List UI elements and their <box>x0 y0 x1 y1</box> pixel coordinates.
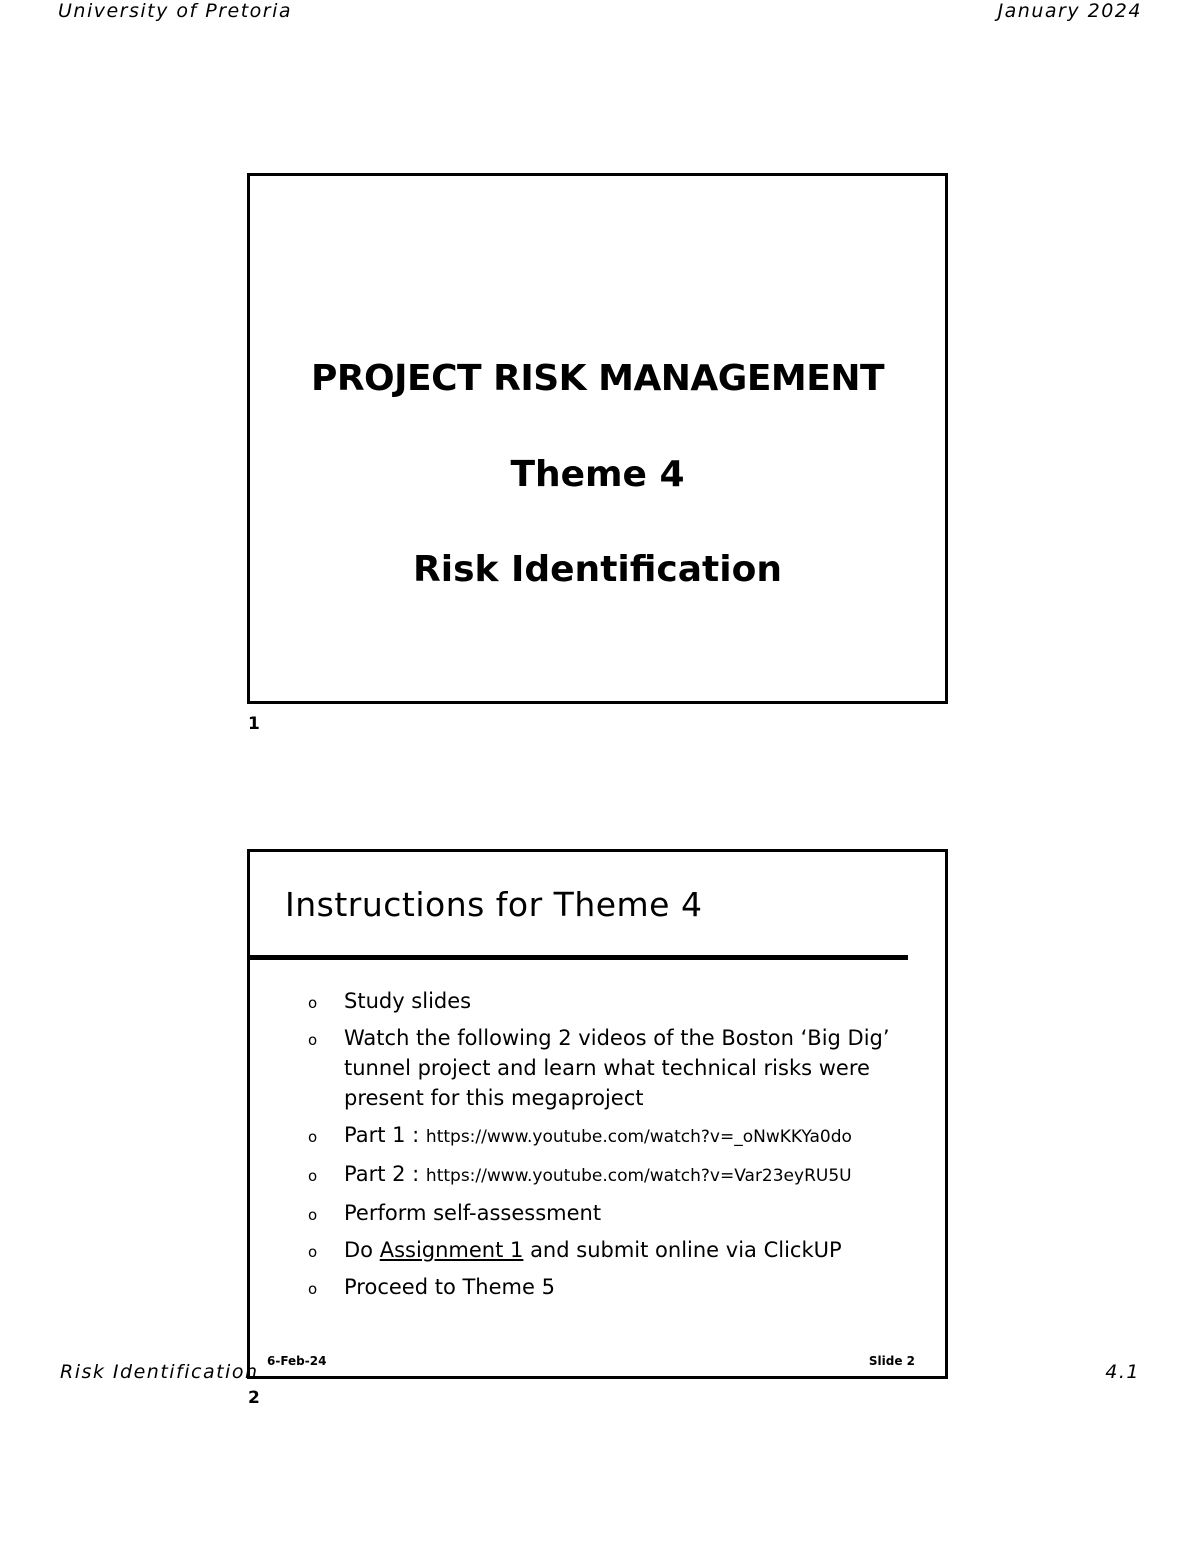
footer-topic: Risk Identification <box>60 1361 259 1383</box>
slide-2 <box>247 849 948 1379</box>
header-date: January 2024 <box>997 0 1142 22</box>
slide-1-title: PROJECT RISK MANAGEMENT <box>310 358 885 399</box>
slide-2-title: Instructions for Theme 4 <box>285 885 703 924</box>
item-text: Study slides <box>344 989 472 1013</box>
slide-1-subtitle: Risk Identification <box>413 549 782 590</box>
list-item <box>308 1198 908 1228</box>
video-link-part-2[interactable]: https://www.youtube.com/watch?v=Var23eyRU5U <box>425 1166 852 1186</box>
bullet-icon: o <box>308 1031 318 1049</box>
bullet-icon: o <box>308 1128 318 1146</box>
item-label: Part 2 : <box>344 1162 426 1186</box>
slide-1 <box>247 173 948 704</box>
list-item <box>308 1120 908 1152</box>
instruction-list <box>308 986 908 1309</box>
item-text: Proceed to Theme 5 <box>344 1275 555 1299</box>
bullet-icon: o <box>308 1167 318 1185</box>
slide-date: 6-Feb-24 <box>267 1354 327 1368</box>
item-text: Watch the following 2 videos of the Boston ‘Big Dig’ tunnel project and learn what technical risks were present for this megaproject <box>344 1026 890 1110</box>
footer-page: 4.1 <box>1105 1361 1140 1383</box>
list-item <box>308 1159 908 1191</box>
list-item <box>308 1235 908 1265</box>
item-label: Part 1 : <box>344 1123 426 1147</box>
list-item <box>308 986 908 1016</box>
slide-1-theme: Theme 4 <box>510 454 685 495</box>
assignment-link[interactable]: Assignment 1 <box>379 1238 524 1262</box>
bullet-icon: o <box>308 1280 318 1298</box>
header-institution: University of Pretoria <box>58 0 293 22</box>
video-link-part-1[interactable]: https://www.youtube.com/watch?v=_oNwKKYa0do <box>425 1127 852 1147</box>
slide-1-number: 1 <box>248 714 260 734</box>
title-divider <box>250 955 908 960</box>
bullet-icon: o <box>308 1243 318 1261</box>
bullet-icon: o <box>308 994 318 1012</box>
slide-2-number: 2 <box>248 1388 260 1408</box>
slide-number-label: Slide 2 <box>868 1354 915 1368</box>
bullet-icon: o <box>308 1206 318 1224</box>
list-item <box>308 1272 908 1302</box>
item-text: Perform self-assessment <box>344 1201 602 1225</box>
list-item <box>308 1023 908 1113</box>
item-text-pre: Do <box>344 1238 380 1262</box>
item-text-post: and submit online via ClickUP <box>523 1238 842 1262</box>
